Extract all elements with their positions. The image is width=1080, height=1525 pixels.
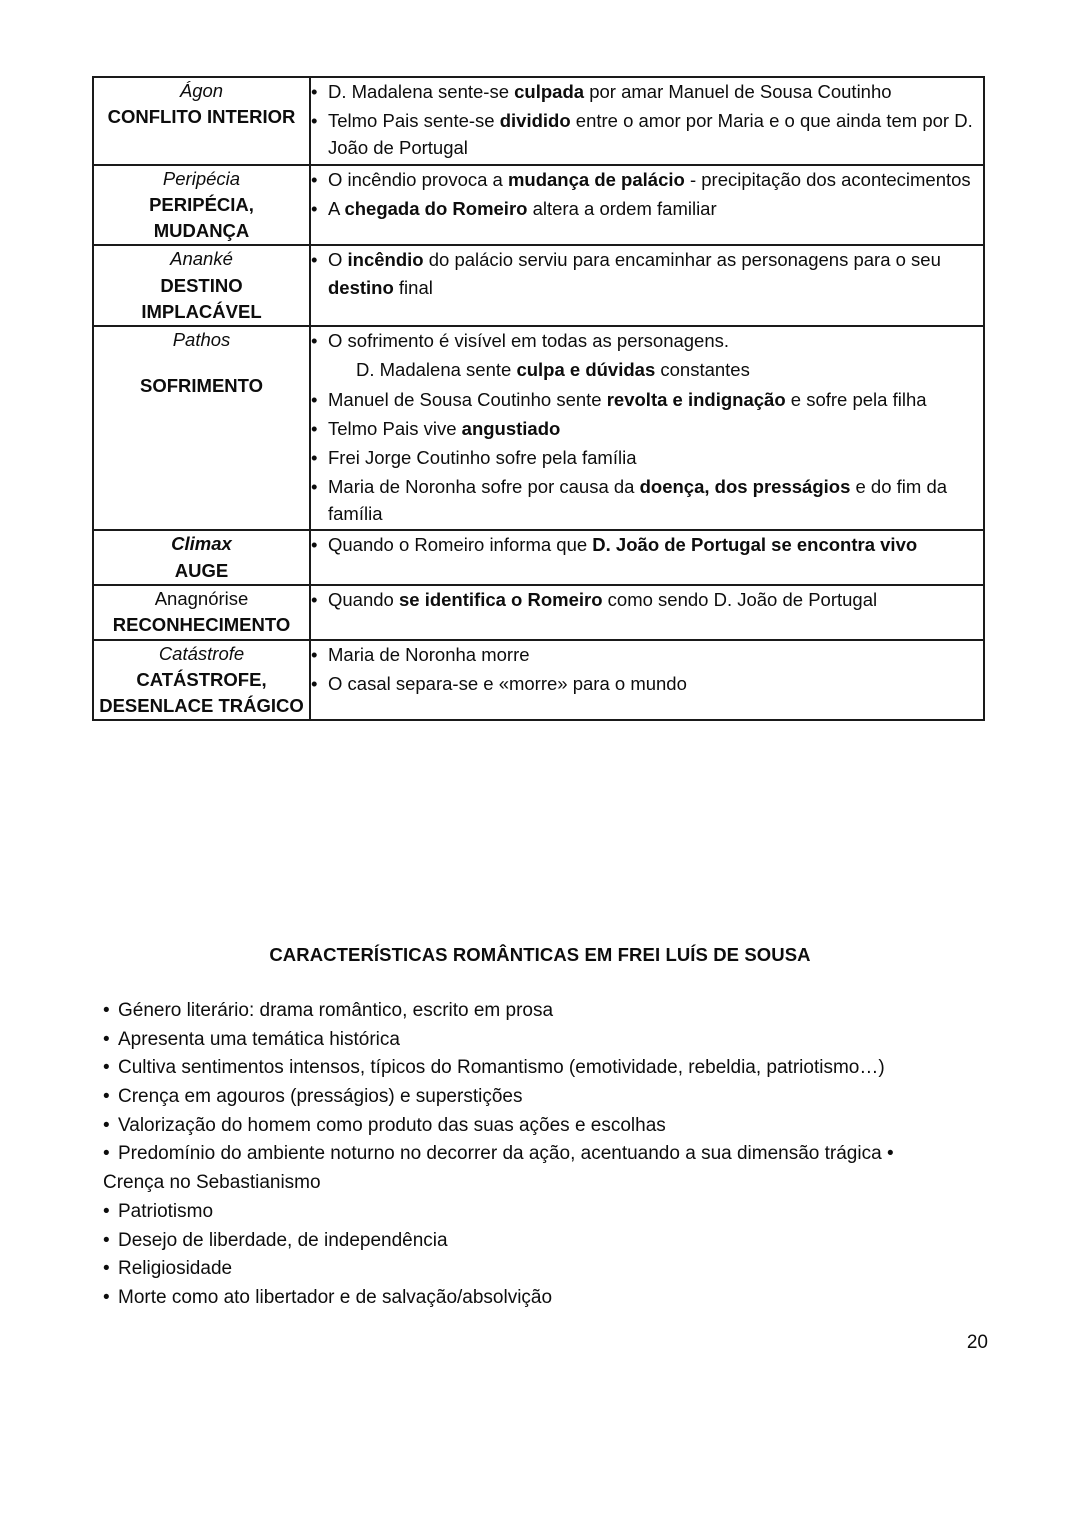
plain-text: e sofre pela filha	[785, 388, 927, 410]
description-cell	[310, 165, 984, 246]
plain-text: D. Madalena sente-se	[328, 81, 515, 102]
term-cell	[93, 77, 310, 165]
greek-term: Ágon	[179, 80, 224, 101]
emphasised-text: destino	[328, 276, 394, 298]
greek-term: Ananké	[170, 248, 233, 270]
plain-text: Quando	[328, 589, 399, 610]
page-number: 20	[966, 1332, 988, 1353]
continuation-line	[311, 356, 983, 383]
emphasised-text: mudança de palácio	[507, 168, 685, 190]
portuguese-term: CONFLITO INTERIOR	[107, 106, 296, 128]
feature-item: • Desejo de liberdade, de independência	[103, 1227, 983, 1256]
description-cell	[310, 245, 984, 326]
greek-term: Catástrofe	[158, 642, 245, 664]
term-cell	[93, 530, 310, 585]
description-bullet-list	[311, 531, 983, 558]
plain-text: D. Madalena sente	[356, 359, 517, 381]
plain-text: Maria de Noronha morre	[328, 643, 530, 665]
description-cell	[310, 530, 984, 585]
romantic-features-list	[103, 997, 983, 1313]
description-bullet-list	[311, 641, 983, 697]
table-row	[93, 640, 984, 721]
bullet-item	[311, 195, 983, 222]
plain-text: Quando o Romeiro informa que	[328, 534, 593, 556]
description-cell	[310, 585, 984, 640]
emphasised-text: D. João de Portugal se encontra vivo	[592, 534, 918, 556]
plain-text: A	[328, 197, 345, 219]
feature-item: • Patriotismo	[103, 1198, 983, 1227]
plain-text: Frei Jorge Coutinho sofre pela família	[328, 446, 637, 468]
plain-text: O	[328, 249, 348, 271]
description-bullet-list	[311, 78, 983, 162]
emphasised-text: revolta e indignação	[606, 388, 786, 410]
description-bullet-list	[311, 246, 983, 300]
tragic-structure-table	[92, 76, 985, 721]
portuguese-term: CATÁSTROFE,	[136, 668, 267, 690]
emphasised-text: se identifica o Romeiro	[398, 589, 603, 610]
plain-text: Telmo Pais vive	[328, 417, 462, 439]
portuguese-term: RECONHECIMENTO	[112, 614, 291, 636]
term-cell	[93, 640, 310, 721]
bullet-item	[311, 473, 983, 527]
description-bullet-list	[311, 166, 983, 222]
portuguese-term: SOFRIMENTO	[140, 375, 263, 397]
emphasised-text: doença, dos presságios	[639, 476, 851, 498]
emphasised-text: angustiado	[461, 417, 561, 439]
feature-item: • Valorização do homem como produto das suas ações e escolhas	[103, 1112, 983, 1141]
term-cell	[93, 245, 310, 326]
table-body	[93, 77, 984, 720]
bullet-item	[311, 386, 983, 413]
plain-text: do palácio serviu para encaminhar as personagens para o seu	[423, 249, 941, 271]
term-cell	[93, 165, 310, 246]
bullet-item	[311, 670, 983, 697]
plain-text: final	[393, 276, 433, 298]
feature-item: • Morte como ato libertador e de salvação/absolvição	[103, 1284, 983, 1313]
greek-term: Anagnórise	[154, 588, 249, 609]
table-row	[93, 326, 984, 530]
table-row	[93, 77, 984, 165]
bullet-item	[311, 531, 983, 558]
table-row	[93, 245, 984, 326]
plain-text: altera a ordem familiar	[527, 197, 717, 219]
table-row	[93, 585, 984, 640]
plain-text: constantes	[655, 359, 750, 381]
portuguese-term: AUGE	[174, 559, 229, 581]
greek-term: Pathos	[172, 329, 231, 351]
feature-item: • Cultiva sentimentos intensos, típicos do Romantismo (emotividade, rebeldia, patriotismo…)	[103, 1054, 983, 1083]
greek-term: Peripécia	[162, 167, 241, 189]
bullet-item	[311, 327, 983, 354]
emphasised-text: culpada	[514, 81, 585, 102]
description-cell	[310, 640, 984, 721]
bullet-item	[311, 246, 983, 300]
plain-text: O incêndio provoca a	[328, 168, 508, 190]
plain-text: e do fim da família	[328, 476, 948, 525]
plain-text: O sofrimento é visível em todas as personagens.	[328, 330, 730, 352]
portuguese-term: PERIPÉCIA,	[149, 193, 254, 215]
bullet-item	[311, 107, 983, 161]
bullet-item	[311, 166, 983, 193]
description-bullet-list	[311, 586, 983, 613]
emphasised-text: chegada do Romeiro	[344, 197, 528, 219]
greek-term: Climax	[171, 533, 232, 555]
plain-text: Maria de Noronha sofre por causa da	[328, 476, 640, 498]
plain-text: entre o amor por Maria e o que ainda tem por D. João de Portugal	[328, 110, 973, 159]
bullet-item	[311, 415, 983, 442]
feature-item: • Género literário: drama romântico, escrito em prosa	[103, 997, 983, 1026]
plain-text: como sendo D. João de Portugal	[602, 589, 878, 610]
emphasised-text: dividido	[499, 110, 571, 132]
table-row	[93, 165, 984, 246]
emphasised-text: culpa e dúvidas	[516, 359, 656, 381]
feature-item: • Predomínio do ambiente noturno no decorrer da ação, acentuando a sua dimensão trágica •	[103, 1140, 983, 1169]
emphasised-text: incêndio	[347, 249, 424, 271]
description-bullet-list	[311, 327, 983, 527]
feature-item: • Crença em agouros (presságios) e superstições	[103, 1083, 983, 1112]
plain-text: Telmo Pais sente-se	[328, 110, 500, 132]
plain-text: Manuel de Sousa Coutinho sente	[328, 388, 607, 410]
bullet-item	[311, 78, 983, 105]
term-cell	[93, 326, 310, 530]
section-heading: CARACTERÍSTICAS ROMÂNTICAS EM FREI LUÍS DE SOUSA	[269, 944, 811, 965]
portuguese-term: IMPLACÁVEL	[141, 300, 262, 322]
plain-text: O casal separa-se e «morre» para o mundo	[328, 672, 687, 694]
plain-text: por amar Manuel de Sousa Coutinho	[584, 81, 892, 102]
feature-item: • Religiosidade	[103, 1255, 983, 1284]
plain-text: - precipitação dos acontecimentos	[684, 168, 971, 190]
bullet-item	[311, 641, 983, 668]
feature-item: Crença no Sebastianismo	[103, 1172, 321, 1194]
bullet-item	[311, 444, 983, 471]
term-cell	[93, 585, 310, 640]
portuguese-term: DESTINO	[160, 274, 243, 296]
description-cell	[310, 326, 984, 530]
portuguese-term: DESENLACE TRÁGICO	[99, 695, 304, 717]
feature-item: • Apresenta uma temática histórica	[103, 1026, 983, 1055]
portuguese-term: MUDANÇA	[153, 220, 250, 242]
bullet-item	[311, 586, 983, 613]
description-cell	[310, 77, 984, 165]
term-spacer	[94, 353, 309, 373]
table-row	[93, 530, 984, 585]
